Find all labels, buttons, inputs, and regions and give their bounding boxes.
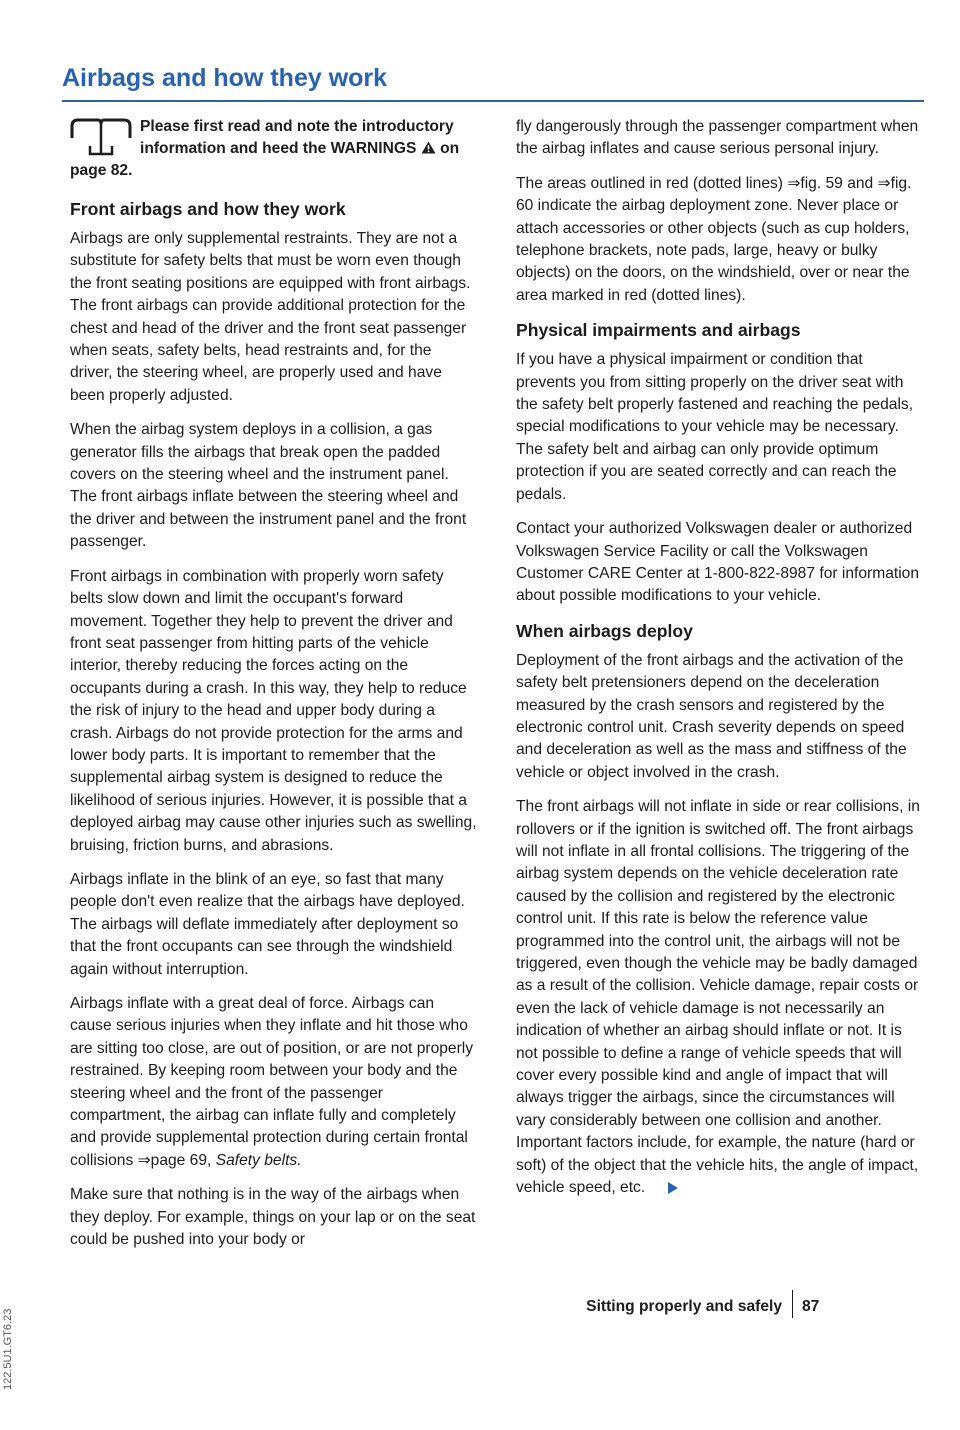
heading-divider	[62, 100, 924, 102]
notice-page-reference: on page 82.	[70, 140, 460, 179]
paragraph: Deployment of the front airbags and the activation of the safety belt pretensioners depend on the deceleration measured by the crash sensors and registered by the electronic control unit. Crash severity depends on speed and deceleration as well as the mass and stiffness of the vehicle or object involved in the crash.	[516, 651, 907, 781]
page-title: Airbags and how they work	[62, 64, 388, 92]
paragraph: Contact your authorized Volkswagen dealer or authorized Volkswagen Service Facility or call the Volkswagen Customer CARE Center at 1-800-822-8987 for information about possible modifications to your vehicle.	[516, 520, 920, 605]
paragraph: fly dangerously through the passenger compartment when the airbag inflates and cause serious personal injury.	[516, 118, 919, 158]
open-book-icon	[68, 116, 134, 160]
left-column	[70, 116, 478, 1263]
page-number: 87	[802, 1298, 820, 1315]
section-heading-front-airbags: Front airbags and how they work	[70, 199, 346, 219]
footer-divider	[792, 1290, 793, 1318]
paragraph: Airbags inflate in the blink of an eye, so fast that many people don't even realize that the airbags have deployed. The airbags will deflate immediately after deployment so that the front occupants can see through the windshield again without interruption.	[70, 870, 465, 978]
paragraph	[70, 993, 478, 1172]
read-first-notice	[70, 116, 478, 182]
paragraph-text: Airbags inflate with a great deal of force. Airbags can cause serious injuries when they inflate and hit those who are sitting too close, are out of position, or are not properly restrained. By keeping room between your body and the steering wheel and the front of the passenger compartment, the airbag can inflate fully and completely and provide supplemental protection during certain frontal collisions ⇒page 69,	[70, 995, 474, 1169]
document-code: 122.5U1.GT6.23	[2, 1308, 14, 1390]
notice-text: Please first read and note the introductory information and heed the WARNINGS	[140, 118, 454, 157]
section-heading-when-airbags-deploy: When airbags deploy	[516, 620, 693, 641]
paragraph: The areas outlined in red (dotted lines) ⇒fig. 59 and ⇒fig. 60 indicate the airbag deployment zone. Never place or attach accessories or other objects (such as cup holders, telephone brackets, note pads, large, heavy or bulky objects) on the doors, on the windshield, over or near the area marked in red (dotted lines).	[516, 174, 912, 304]
right-column	[516, 116, 924, 1211]
continue-arrow-icon	[668, 1182, 678, 1194]
warning-triangle-icon	[421, 139, 436, 152]
cross-reference-link[interactable]: Safety belts.	[215, 1151, 302, 1169]
section-heading-physical-impairments: Physical impairments and airbags	[516, 320, 801, 341]
paragraph: Airbags are only supplemental restraints. They are not a substitute for safety belts that must be worn even though the front seating positions are equipped with front airbags. The front airbags can provide additional protection for the chest and head of the driver and the front seat passenger when seats, safety belts, head restraints and, for the driver, the steering wheel, are properly used and have been properly adjusted.	[70, 230, 471, 404]
paragraph: If you have a physical impairment or condition that prevents you from sitting properly on the driver seat with the safety belt properly fastened and reaching the pedals, special modifications to your vehicle may be necessary. The safety belt and airbag can only provide optimum protection if you are seated correctly and can reach the pedals.	[516, 351, 914, 503]
paragraph: Make sure that nothing is in the way of the airbags when they deploy. For example, things on your lap or on the seat could be pushed into your body or	[70, 1186, 476, 1249]
footer-section-title: Sitting properly and safely	[586, 1298, 782, 1315]
paragraph: Front airbags in combination with properly worn safety belts slow down and limit the occupant's forward movement. Together they help to prevent the driver and front seat passenger from hitting parts of the vehicle interior, thereby reducing the forces acting on the occupants during a crash. In this way, they help to reduce the risk of injury to the head and upper body during a crash. Airbags do not provide protection for the arms and lower body parts. It is important to remember that the supplemental airbag system is designed to reduce the likelihood of serious injuries. However, it is possible that a deployed airbag may cause other injuries such as swelling, bruising, friction burns, and abrasions.	[70, 567, 477, 854]
paragraph: When the airbag system deploys in a collision, a gas generator fills the airbags that break open the padded covers on the steering wheel and the instrument panel. The front airbags inflate between the steering wheel and the driver and between the instrument panel and the front passenger.	[70, 421, 467, 551]
paragraph-text: The front airbags will not inflate in side or rear collisions, in rollovers or if the ignition is switched off. The front airbags will not inflate in all frontal collisions. The triggering of the airbag system depends on the vehicle deceleration rate caused by the collision and registered by the electronic control unit. If this rate is below the reference value programmed into the control unit, the airbags will not be triggered, even though the vehicle may be badly damaged as a result of the collision. Vehicle damage, repair costs or even the lack of vehicle damage is not necessarily an indication of whether an airbag should inflate or not. It is not possible to define a range of vehicle speeds that will cover every possible kind and angle of impact that will always trigger the airbags, since the circumstances will vary considerably between one collision and another. Important factors include, for example, the nature (hard or soft) of the object that the vehicle hits, the angle of impact, vehicle speed, etc.	[516, 798, 920, 1197]
paragraph	[516, 796, 924, 1199]
